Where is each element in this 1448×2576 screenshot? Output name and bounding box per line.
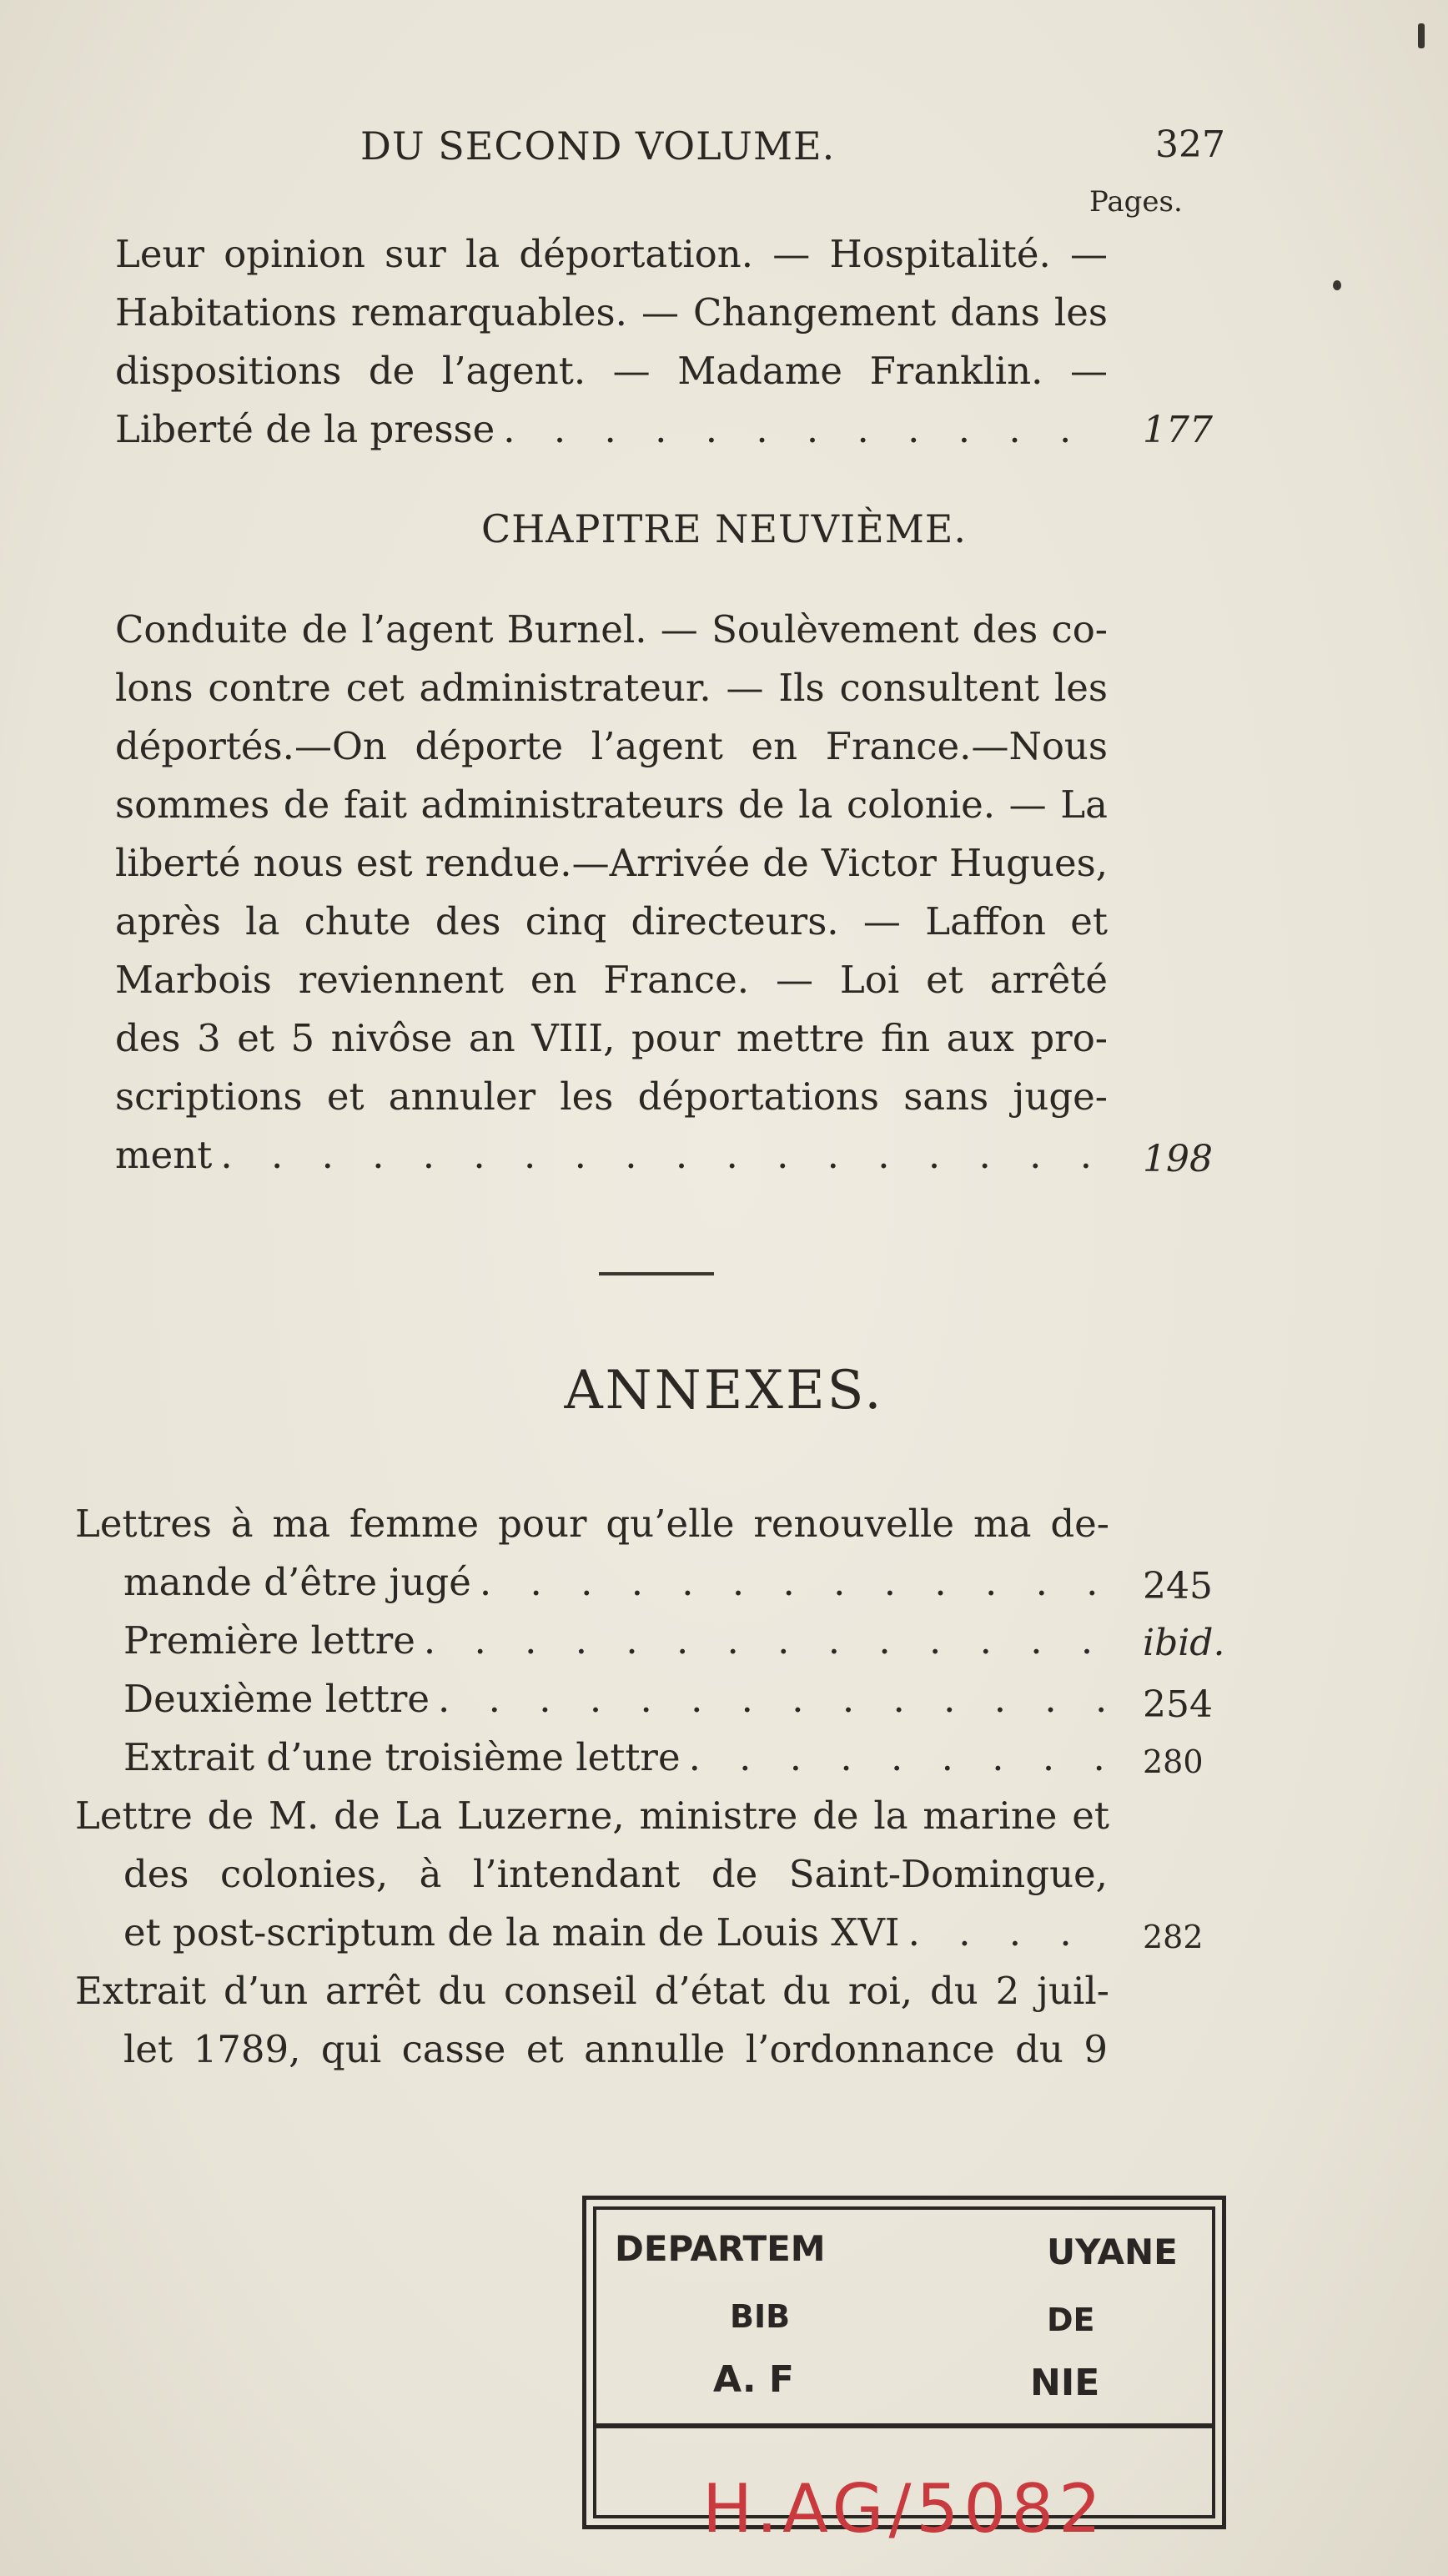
chapter-heading: CHAPITRE NEUVIÈME.: [480, 506, 968, 551]
toc-line: des colonies, à l’intendant de Saint-Domingue,: [123, 1852, 1108, 1896]
toc-line: déportés.—On déporte l’agent en France.—Nous: [115, 724, 1108, 768]
toc-page-number: 282: [1143, 1919, 1204, 1955]
toc-line-with-leader: et post-scriptum de la main de Louis XVI . . .: [123, 1910, 1108, 1955]
stamp-text: NIE: [1030, 2362, 1100, 2404]
stamp-text: DE: [1047, 2302, 1095, 2338]
stamp-text-box: [593, 2206, 1215, 2427]
stamp-text: BIB: [730, 2298, 791, 2335]
library-stamp: [582, 2196, 1226, 2548]
stamp-text: A. F: [713, 2358, 794, 2401]
toc-line: Lettre de M. de La Luzerne, ministre de la marine et: [75, 1794, 1109, 1838]
toc-line: sommes de fait administrateurs de la colonie. — La: [115, 782, 1108, 827]
toc-page-number: 198: [1143, 1138, 1213, 1180]
toc-line: Lettres à ma femme pour qu’elle renouvelle ma de-: [75, 1502, 1109, 1546]
section-divider: [599, 1272, 714, 1275]
toc-page-number: 177: [1143, 409, 1213, 451]
toc-line-with-leader: Liberté de la presse . . .: [115, 407, 1108, 451]
toc-line: scriptions et annuler les déportations sans juge-: [115, 1074, 1108, 1119]
toc-page-number: 280: [1143, 1743, 1204, 1780]
toc-line: Marbois reviennent en France. — Loi et arrêté: [115, 958, 1108, 1002]
toc-line: Conduite de l’agent Burnel. — Soulèvement des co-: [115, 607, 1108, 652]
toc-line: lons contre cet administrateur. — Ils consultent les: [115, 666, 1108, 710]
toc-page-number: 245: [1143, 1565, 1213, 1607]
toc-line: dispositions de l’agent. — Madame Franklin. —: [115, 349, 1108, 393]
stamp-text: DEPARTEM: [615, 2228, 826, 2269]
toc-page-number: 254: [1143, 1683, 1213, 1726]
pages-column-label: Pages.: [1089, 185, 1183, 219]
toc-line-with-leader: Première lettre . . .: [123, 1618, 1108, 1663]
toc-line-with-leader: Extrait d’une troisième lettre . . .: [123, 1735, 1108, 1779]
stamp-shelfmark-box: [593, 2425, 1215, 2548]
running-header-title: DU SECOND VOLUME.: [360, 123, 836, 169]
toc-page-number: ibid.: [1143, 1622, 1225, 1664]
stamp-text: UYANE: [1047, 2231, 1178, 2272]
toc-line: let 1789, qui casse et annulle l’ordonnance du 9: [123, 2027, 1108, 2071]
toc-line-with-leader: ment . . .: [115, 1133, 1108, 1177]
toc-line: des 3 et 5 nivôse an VIII, pour mettre fin aux pro-: [115, 1016, 1108, 1060]
toc-line: après la chute des cinq directeurs. — Laffon et: [115, 899, 1108, 943]
annexes-heading: ANNEXES.: [564, 1360, 884, 1421]
toc-line: Habitations remarquables. — Changement dans les: [115, 290, 1108, 335]
running-header-page-number: 327: [1155, 123, 1225, 166]
toc-line-with-leader: Deuxième lettre . . .: [123, 1677, 1108, 1721]
handwritten-shelfmark: H.AG/5082: [701, 2470, 1107, 2548]
toc-line: Extrait d’un arrêt du conseil d’état du roi, du 2 juil-: [75, 1969, 1109, 2013]
toc-line: liberté nous est rendue.—Arrivée de Victor Hugues,: [115, 841, 1108, 885]
toc-line-with-leader: mande d’être jugé . . .: [123, 1560, 1108, 1604]
toc-line: Leur opinion sur la déportation. — Hospitalité. —: [115, 232, 1108, 276]
